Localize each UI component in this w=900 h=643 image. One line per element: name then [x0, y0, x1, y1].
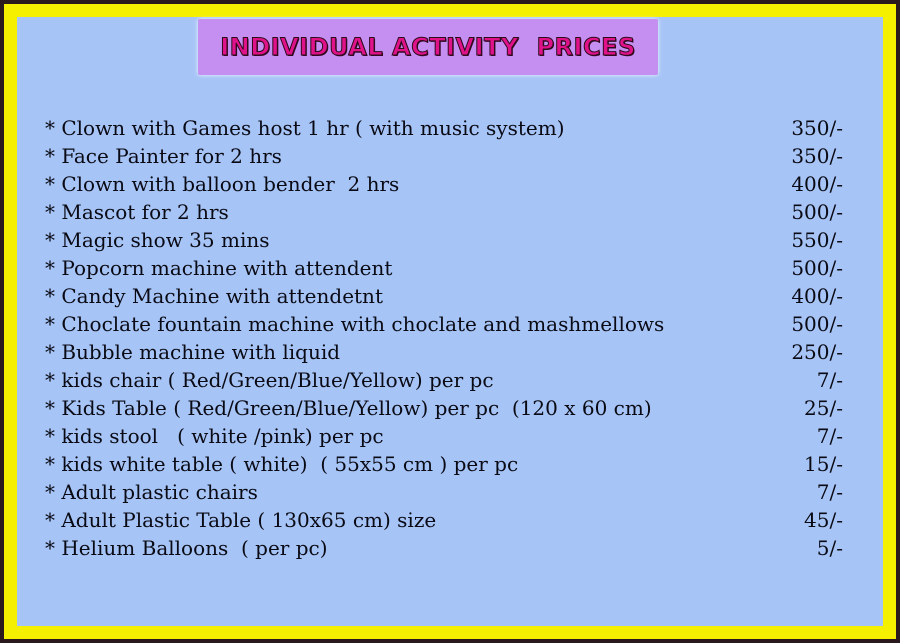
price-row — [45, 254, 865, 282]
item-price: 250/- — [791, 340, 843, 364]
price-panel — [17, 17, 883, 626]
price-row — [45, 534, 865, 562]
item-price: 45/- — [804, 508, 843, 532]
item-label: * Face Painter for 2 hrs — [45, 144, 282, 168]
item-price: 7/- — [816, 480, 843, 504]
item-price: 7/- — [816, 424, 843, 448]
price-row — [45, 114, 865, 142]
item-label: * Kids Table ( Red/Green/Blue/Yellow) per pc (120 x 60 cm) — [45, 396, 652, 420]
price-row — [45, 506, 865, 534]
item-price: 15/- — [804, 452, 843, 476]
price-row — [45, 338, 865, 366]
yellow-frame — [4, 4, 896, 639]
title-banner — [198, 19, 658, 75]
item-label: * Clown with balloon bender 2 hrs — [45, 172, 400, 196]
item-price: 400/- — [791, 284, 843, 308]
item-price: 25/- — [804, 396, 843, 420]
item-price: 7/- — [816, 368, 843, 392]
item-price: 500/- — [791, 312, 843, 336]
item-price: 400/- — [791, 172, 843, 196]
item-label: * kids white table ( white) ( 55x55 cm ) per pc — [45, 452, 519, 476]
price-row — [45, 282, 865, 310]
price-row — [45, 226, 865, 254]
item-price: 550/- — [791, 228, 843, 252]
item-label: * Adult plastic chairs — [45, 480, 258, 504]
item-price: 350/- — [791, 116, 843, 140]
item-label: * Popcorn machine with attendent — [45, 256, 393, 280]
item-price: 500/- — [791, 200, 843, 224]
price-row — [45, 394, 865, 422]
item-label: * Bubble machine with liquid — [45, 340, 341, 364]
item-price: 350/- — [791, 144, 843, 168]
item-label: * Magic show 35 mins — [45, 228, 270, 252]
price-row — [45, 198, 865, 226]
item-label: * Choclate fountain machine with choclate and mashmellows — [45, 312, 665, 336]
price-row — [45, 310, 865, 338]
item-label: * Adult Plastic Table ( 130x65 cm) size — [45, 508, 437, 532]
price-row — [45, 450, 865, 478]
price-row — [45, 366, 865, 394]
item-label: * kids chair ( Red/Green/Blue/Yellow) per pc — [45, 368, 494, 392]
page-title: INDIVIDUAL ACTIVITY PRICES — [220, 33, 636, 61]
item-label: * Mascot for 2 hrs — [45, 200, 229, 224]
item-label: * Clown with Games host 1 hr ( with music system) — [45, 116, 565, 140]
price-row — [45, 142, 865, 170]
item-label: * Helium Balloons ( per pc) — [45, 536, 328, 560]
item-label: * kids stool ( white /pink) per pc — [45, 424, 384, 448]
item-price: 5/- — [816, 536, 843, 560]
item-label: * Candy Machine with attendetnt — [45, 284, 383, 308]
price-list — [45, 114, 865, 562]
price-row — [45, 478, 865, 506]
price-row — [45, 422, 865, 450]
price-row — [45, 170, 865, 198]
item-price: 500/- — [791, 256, 843, 280]
